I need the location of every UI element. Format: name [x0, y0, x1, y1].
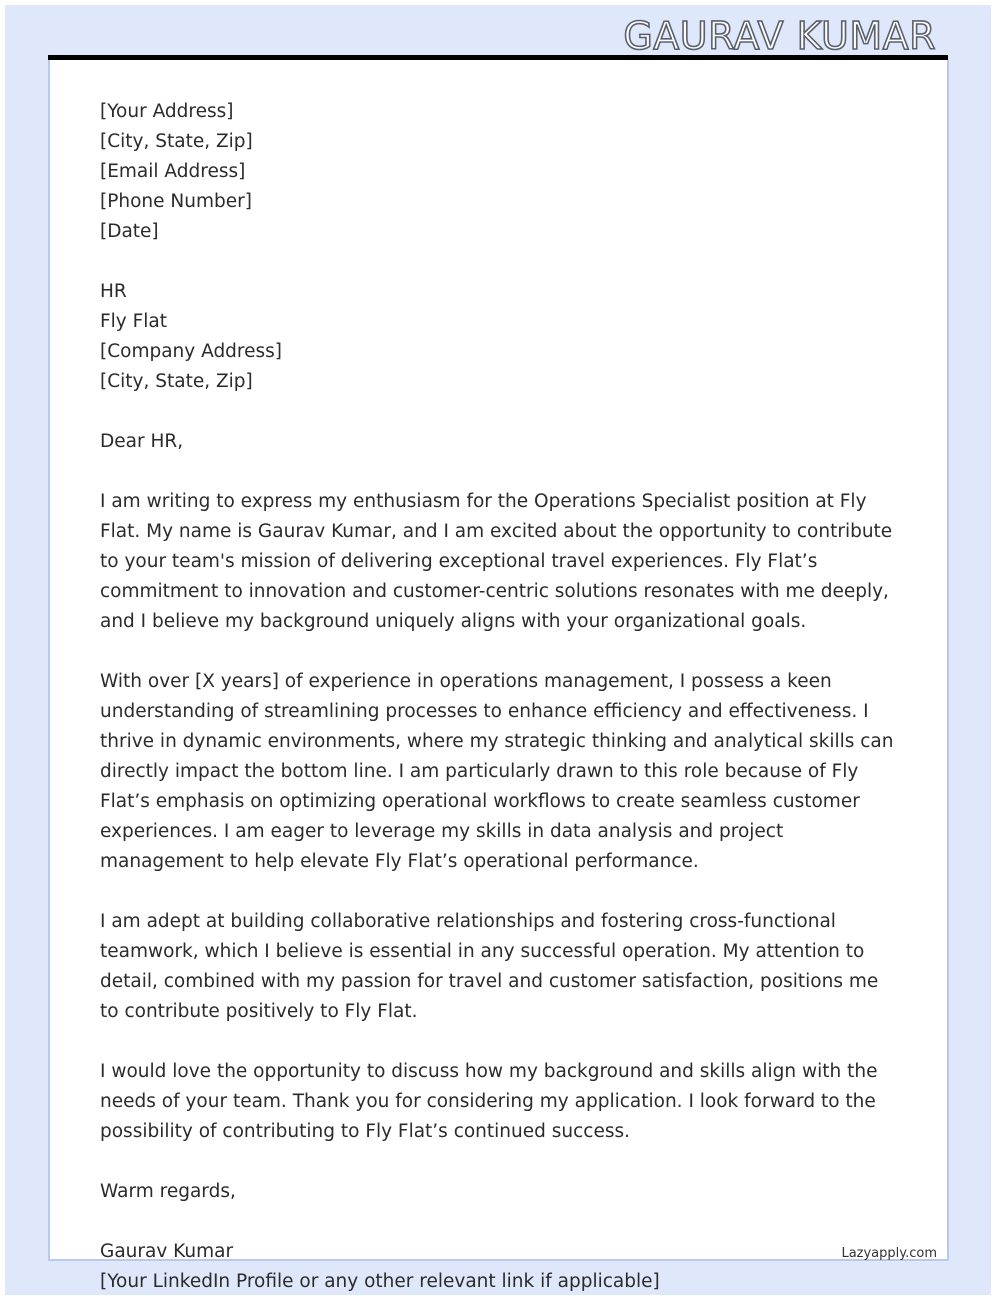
watermark-text: Lazyapply.com	[841, 1246, 937, 1261]
recipient-address: [Company Address]	[100, 341, 283, 362]
recipient-company: Fly Flat	[100, 311, 167, 332]
signature-name: Gaurav Kumar	[100, 1241, 234, 1262]
spacer	[100, 1147, 900, 1177]
applicant-name-heading: GAURAV KUMAR	[623, 14, 936, 58]
spacer	[100, 637, 900, 667]
recipient-city-state-zip: [City, State, Zip]	[100, 371, 253, 392]
signature-link: [Your LinkedIn Profile or any other relevant link if applicable]	[100, 1271, 660, 1292]
salutation: Dear HR,	[100, 431, 184, 452]
body-paragraph-skills: I am adept at building collaborative relationships and fostering cross-functional teamwork, which I believe is essential in any successful operation. My attention to detail, combined with my passion for travel and customer satisfaction, positions me to contribute positively to Fly Flat.	[100, 911, 879, 1022]
recipient-title: HR	[100, 281, 127, 302]
cover-letter-body	[100, 97, 900, 1297]
spacer	[100, 247, 900, 277]
spacer	[100, 877, 900, 907]
closing-phrase: Warm regards,	[100, 1181, 236, 1202]
spacer	[100, 457, 900, 487]
sender-phone: [Phone Number]	[100, 191, 252, 212]
body-paragraph-experience: With over [X years] of experience in operations management, I possess a keen understanding of streamlining processes to enhance efficiency and effectiveness. I thrive in dynamic environments, where my strategic thinking and analytical skills can directly impact the bottom line. I am particularly drawn to this role because of Fly Flat’s emphasis on optimizing operational workflows to create seamless customer experiences. I am eager to leverage my skills in data analysis and project management to help elevate Fly Flat’s operational performance.	[100, 671, 894, 872]
sender-email: [Email Address]	[100, 161, 246, 182]
spacer	[100, 1027, 900, 1057]
spacer	[100, 397, 900, 427]
body-paragraph-intro: I am writing to express my enthusiasm for the Operations Specialist position at Fly Flat. My name is Gaurav Kumar, and I am excited about the opportunity to contribute to your team's mission of delivering exceptional travel experiences. Fly Flat’s commitment to innovation and customer-centric solutions resonates with me deeply, and I believe my background uniquely aligns with your organizational goals.	[100, 491, 893, 632]
body-paragraph-closing: I would love the opportunity to discuss how my background and skills align with the needs of your team. Thank you for considering my application. I look forward to the possibility of contributing to Fly Flat’s continued success.	[100, 1061, 878, 1142]
sender-city-state-zip: [City, State, Zip]	[100, 131, 253, 152]
spacer	[100, 1207, 900, 1237]
letter-date: [Date]	[100, 221, 159, 242]
sender-address: [Your Address]	[100, 101, 234, 122]
